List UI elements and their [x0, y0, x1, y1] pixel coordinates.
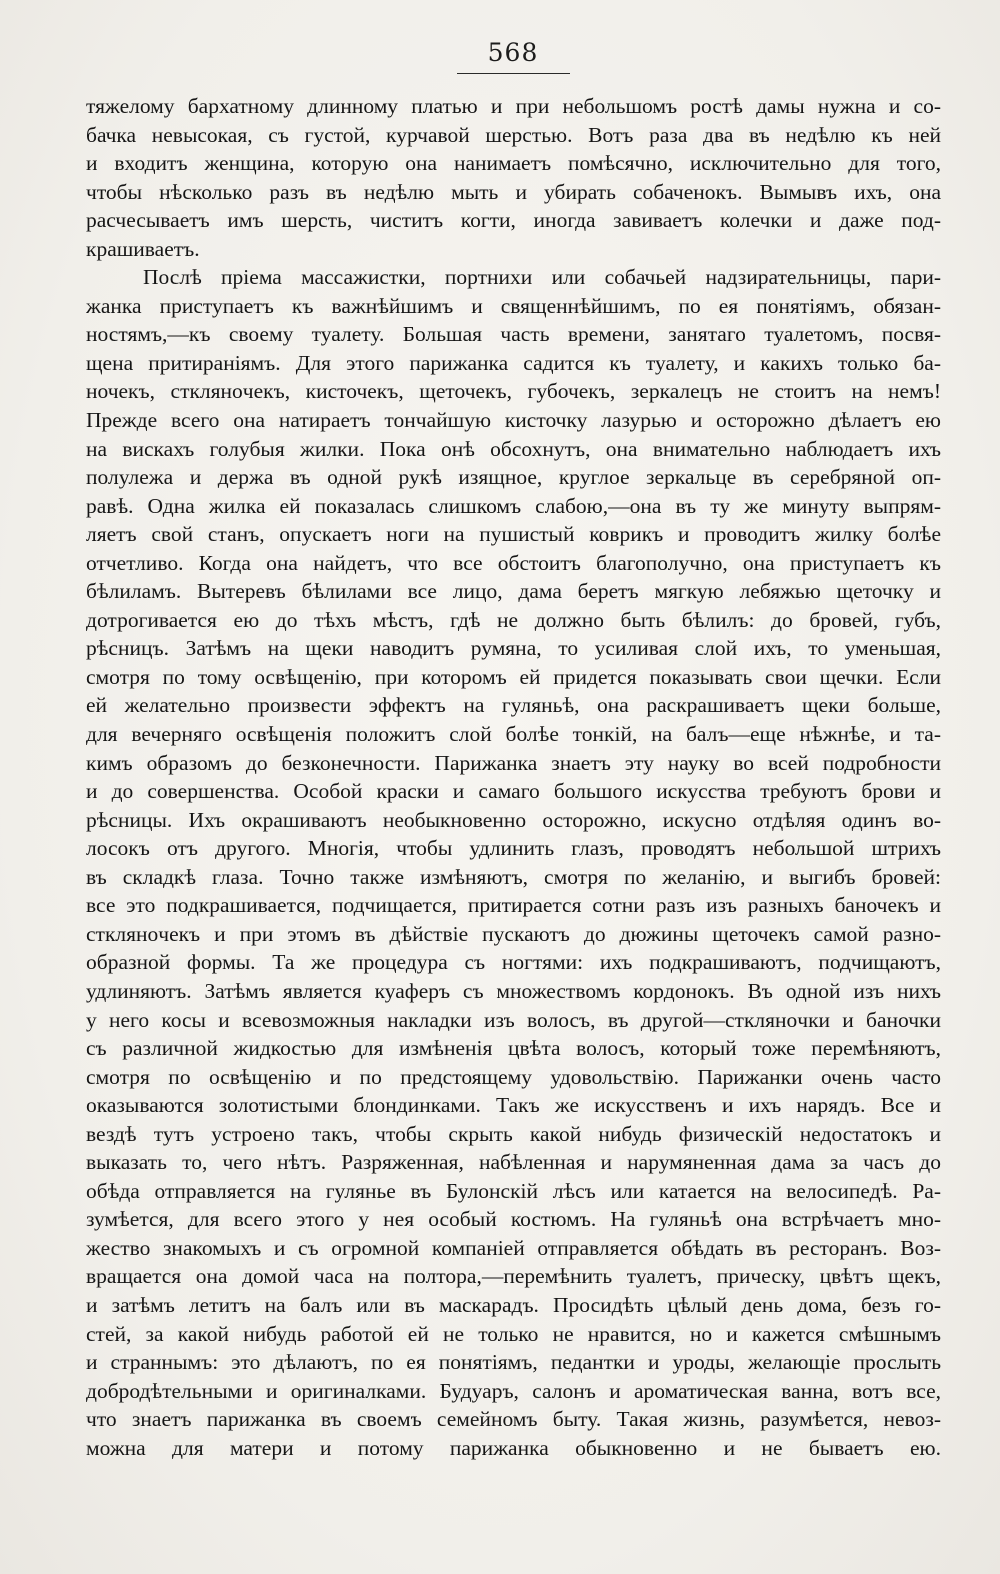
text-line: оказываются золотистыми блондинками. Такъ же искусственъ и ихъ нарядъ. Все и: [86, 1093, 941, 1118]
text-line: чтобы нѣсколько разъ въ недѣлю мыть и убирать собаченокъ. Вымывъ ихъ, она: [86, 179, 941, 204]
text-line: обѣда отправляется на гулянье въ Булонскій лѣсъ или катается на велосипедѣ. Ра-: [86, 1178, 941, 1203]
text-line: вездѣ тутъ устроено такъ, чтобы скрыть какой нибудь физическій недостатокъ и: [86, 1121, 941, 1146]
text-line: зумѣется, для всего этого у нея особый костюмъ. На гуляньѣ она встрѣчаетъ мно-: [86, 1207, 941, 1232]
text-line: щена притираніямъ. Для этого парижанка садится къ туалету, и какихъ только ба-: [86, 350, 941, 375]
text-line: лосокъ отъ другого. Многія, чтобы удлинить глазъ, проводятъ небольшой штрихъ: [86, 836, 941, 861]
text-line: равѣ. Одна жилка ей показалась слишкомъ слабою,—она въ ту же минуту выпрям-: [86, 493, 941, 518]
text-line: Прежде всего она натираетъ тончайшую кисточку лазурью и осторожно дѣлаетъ ею: [86, 408, 941, 433]
text-line: Послѣ пріема массажистки, портнихи или собачьей надзирательницы, пари-: [143, 265, 941, 290]
text-line: ляетъ свой станъ, опускаетъ ноги на пушистый коврикъ и проводитъ жилку болѣе: [86, 522, 941, 547]
text-line: и входитъ женщина, которую она нанимаетъ помѣсячно, исключительно для того,: [86, 151, 941, 176]
text-line: все это подкрашивается, подчищается, притирается сотни разъ изъ разныхъ баночекъ и: [86, 893, 941, 918]
page-number-rule: [457, 73, 570, 74]
text-line: ей желательно произвести эффектъ на гуляньѣ, она раскрашиваетъ щеки больше,: [86, 693, 941, 718]
text-line: бачка невысокая, съ густой, курчавой шерстью. Вотъ раза два въ недѣлю къ ней: [86, 122, 941, 147]
text-line: [86, 1462, 941, 1491]
text-line: крашиваетъ.: [86, 236, 200, 261]
text-line: у него косы и всевозможныя накладки изъ волосъ, въ другой—стклянoчки и баночки: [86, 1007, 941, 1032]
text-line: отчетливо. Когда она найдетъ, что все обстоитъ благополучно, она приступаетъ къ: [86, 550, 941, 575]
text-line: бѣлиламъ. Вытеревъ бѣлилами все лицо, дама беретъ мягкую лебяжью щеточку и: [86, 579, 941, 604]
text-line: смотря по освѣщенію и по предстоящему удовольствію. Парижанки очень часто: [86, 1064, 941, 1089]
text-line: полулежа и держа въ одной рукѣ изящное, круглое зеркальце въ серебряной оп-: [86, 465, 941, 490]
text-line: расчесываетъ имъ шерсть, чиститъ когти, иногда завиваетъ колечки и даже под-: [86, 208, 941, 233]
text-line: выказать то, чего нѣтъ. Разряженная, набѣленная и нарумяненная дама за часъ до: [86, 1150, 941, 1175]
text-line: добродѣтельными и оригиналками. Будуаръ, салонъ и ароматическая ванна, вотъ все,: [86, 1378, 941, 1403]
text-line: образной формы. Та же процедура съ ногтями: ихъ подкрашиваютъ, подчищаютъ,: [86, 950, 941, 975]
text-line: въ складкѣ глаза. Точно также измѣняютъ, смотря по желанію, и выгибъ бровей:: [86, 864, 941, 889]
text-line: и страннымъ: это дѣлаютъ, по ея понятіямъ, педантки и уроды, желающіе прослыть: [86, 1350, 941, 1375]
text-line: для вечерняго освѣщенія положитъ слой болѣе тонкій, на балъ—еще нѣжнѣе, и та-: [86, 722, 941, 747]
text-line: можна для матери и потому парижанка обыкновенно и не бываетъ ею.: [86, 1435, 941, 1460]
page-number: 568: [487, 38, 539, 67]
text-line: кимъ образомъ до безконечности. Парижанка знаетъ эту науку во всей подробности: [86, 750, 941, 775]
body-text: [86, 92, 941, 1491]
text-line: и до совершенства. Особой краски и самаго большого искусства требуютъ брови и: [86, 779, 941, 804]
text-line: смотря по тому освѣщенію, при которомъ ей придется показывать свои щечки. Если: [86, 664, 941, 689]
text-line: рѣсницы. Ихъ окрашиваютъ необыкновенно осторожно, искусно отдѣляя одинъ во-: [86, 807, 941, 832]
text-line: съ различной жидкостью для измѣненія цвѣта волосъ, который тоже перемѣняютъ,: [86, 1036, 941, 1061]
text-line: стей, за какой нибудь работой ей не только не нравится, но и кажется смѣшнымъ: [86, 1321, 941, 1346]
text-line: на вискахъ голубыя жилки. Пока онѣ обсохнутъ, она внимательно наблюдаетъ ихъ: [86, 436, 941, 461]
text-line: удлиняютъ. Затѣмъ является куаферъ съ множествомъ кордонокъ. Въ одной изъ нихъ: [86, 978, 941, 1003]
text-line: тяжелому бархатному длинному платью и при небольшомъ ростѣ дамы нужна и со-: [86, 94, 941, 118]
text-line: жанка приступаетъ къ важнѣйшимъ и священнѣйшимъ, по ея понятіямъ, обязан-: [86, 293, 941, 318]
text-line: стклянoчекъ и при этомъ въ дѣйствіе пускаютъ до дюжины щеточекъ самой разно-: [86, 921, 941, 946]
text-line: ностямъ,—къ своему туалету. Большая часть времени, занятаго туалетомъ, посвя-: [86, 322, 941, 347]
text-line: ночекъ, стклянoчекъ, кисточекъ, щеточекъ, губочекъ, зеркалецъ не стоитъ на немъ!: [86, 379, 941, 404]
text-line: вращается она домой часа на полтора,—перемѣнить туалетъ, прическу, цвѣтъ щекъ,: [86, 1264, 941, 1289]
text-line: рѣсницъ. Затѣмъ на щеки наводитъ румяна, то усиливая слой ихъ, то уменьшая,: [86, 636, 941, 661]
text-line: и затѣмъ летитъ на балъ или въ маскарадъ. Просидѣть цѣлый день дома, безъ го-: [86, 1292, 941, 1317]
text-line: жество знакомыхъ и съ огромной компаніей отправляется обѣдать въ ресторанъ. Воз-: [86, 1235, 941, 1260]
text-line: что знаетъ парижанка въ своемъ семейномъ быту. Такая жизнь, разумѣется, невоз-: [86, 1407, 941, 1432]
text-line: дотрогивается ею до тѣхъ мѣстъ, гдѣ не должно быть бѣлилъ: до бровей, губъ,: [86, 607, 941, 632]
